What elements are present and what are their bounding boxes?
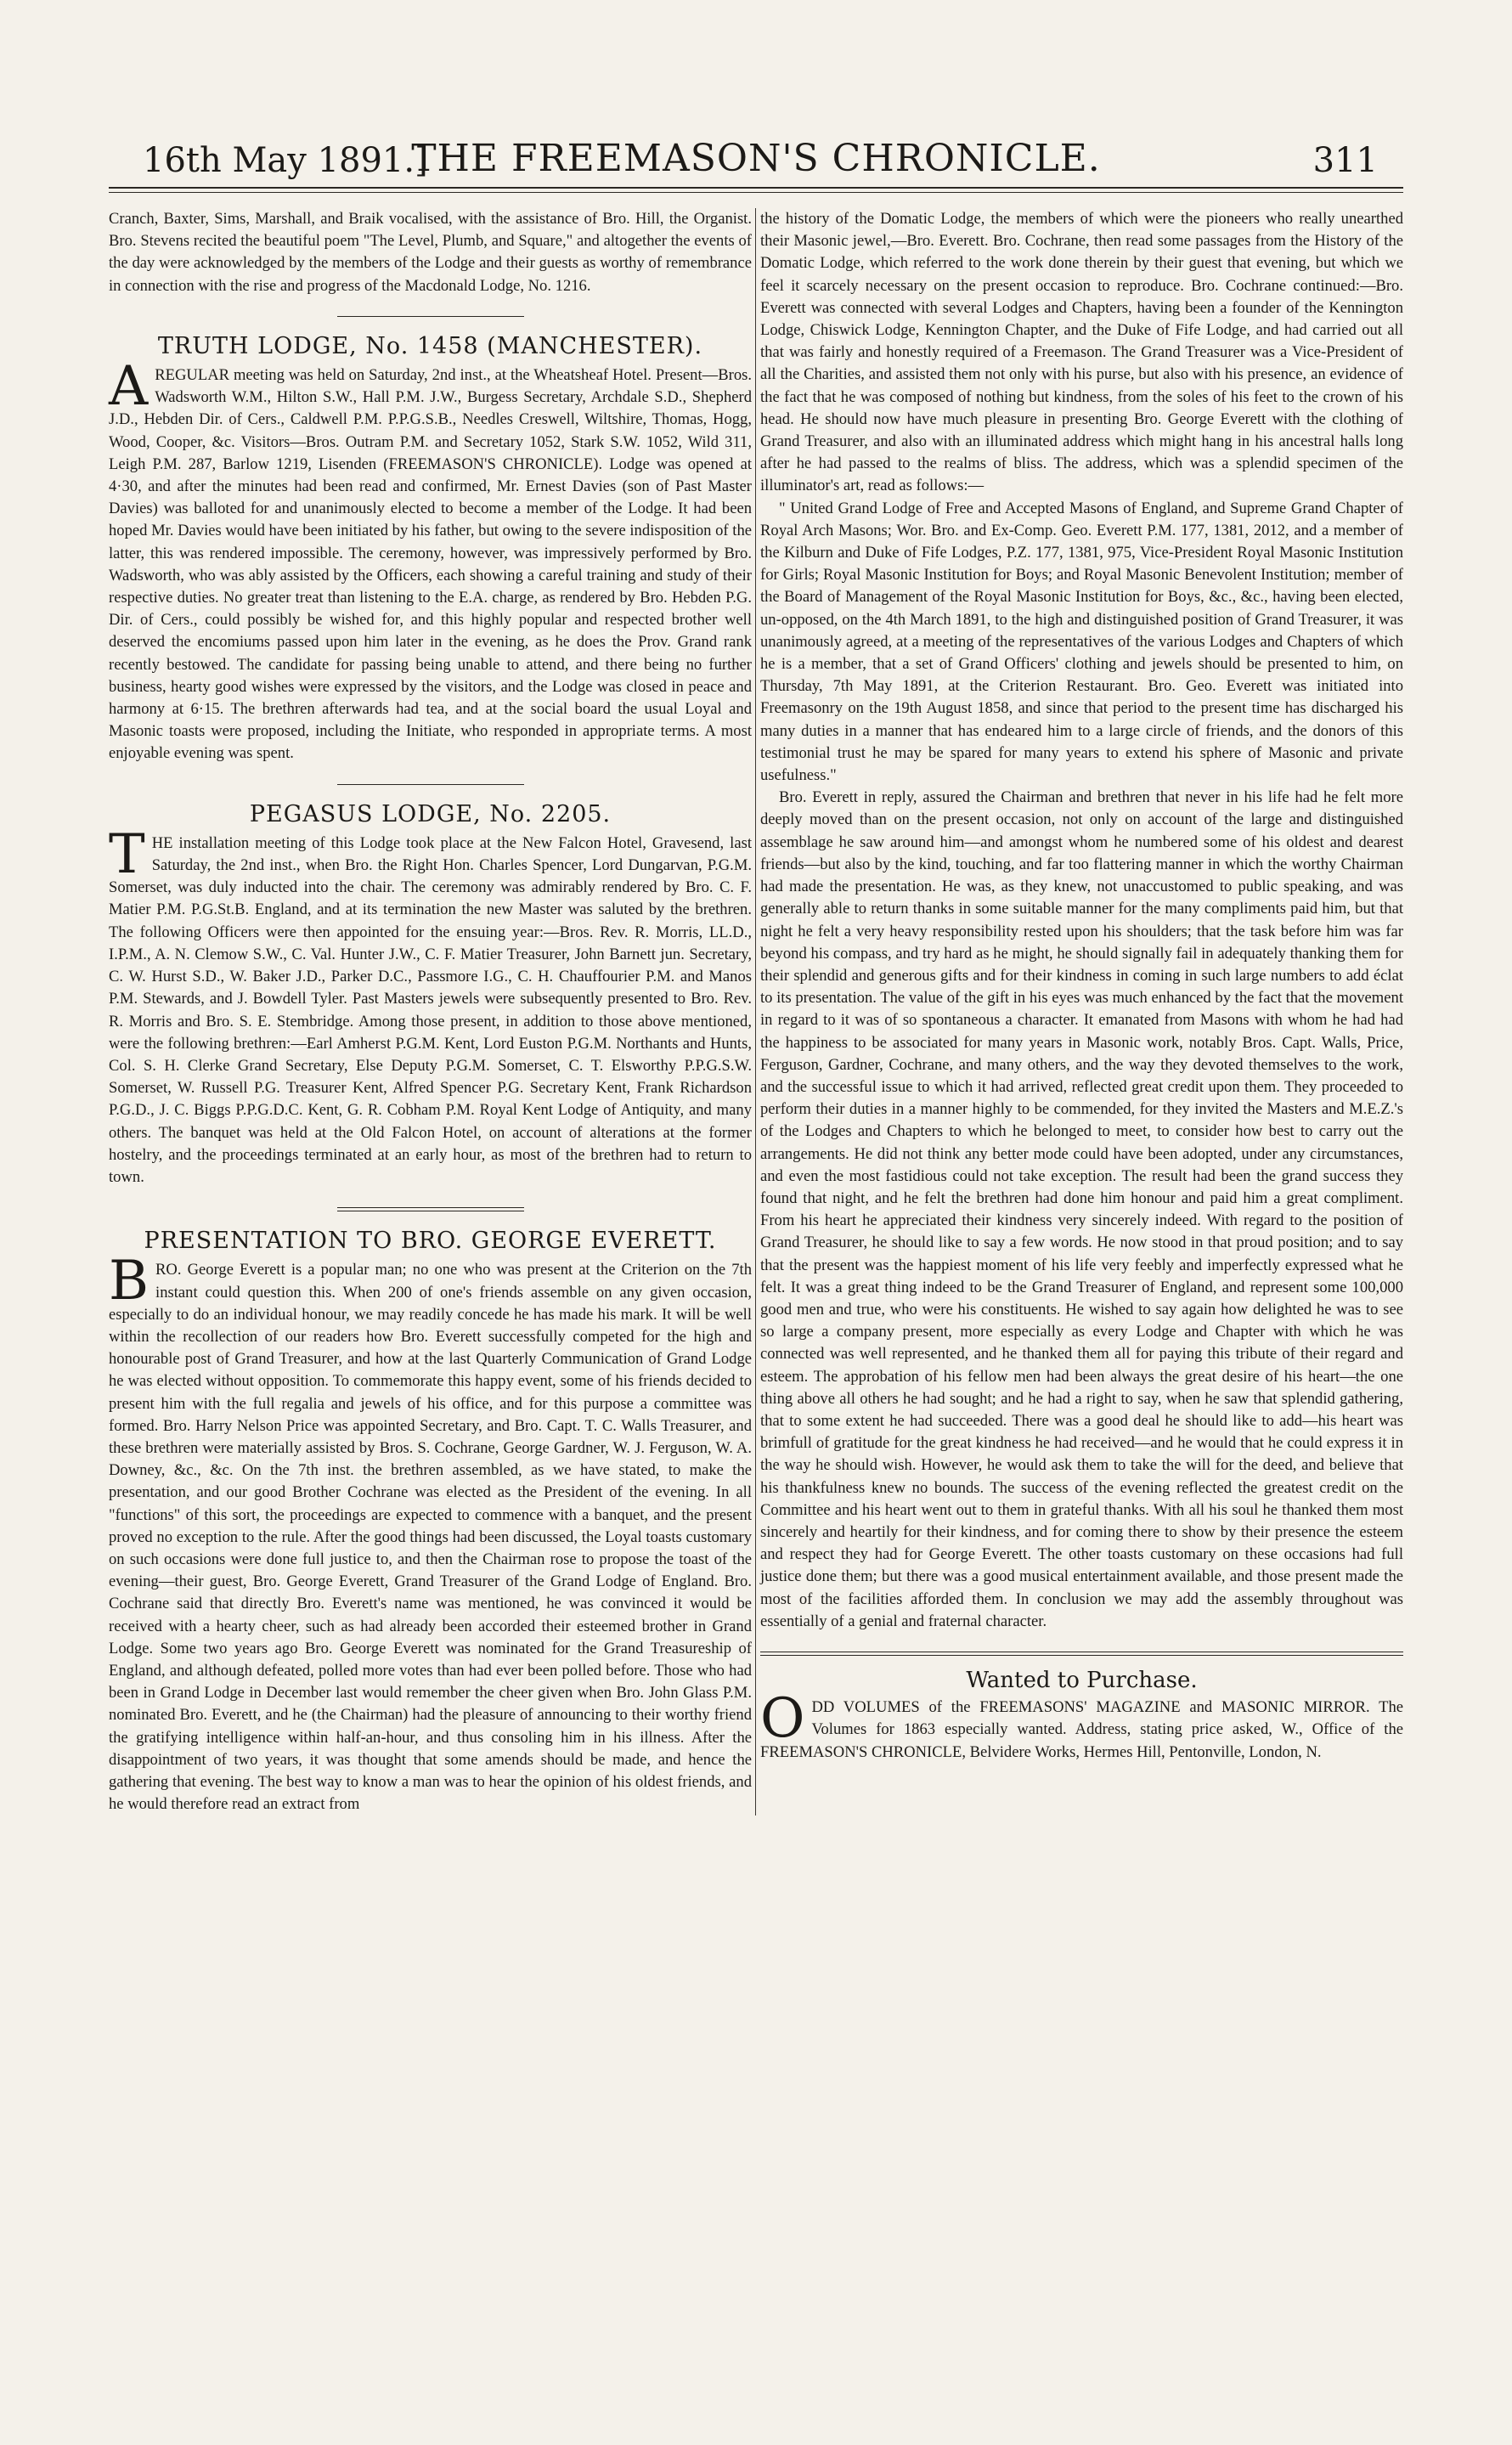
presentation-dropcap: B [109,1250,150,1313]
wanted-body: DD VOLUMES of the FREEMASONS' MAGAZINE and MASONIC MIRROR. The Volumes for 1863 especially wanted. Address, stating price asked, W., Office of the FREEMASON'S CHRONICLE, Belvidere Works, Hermes Hill, Pentonville, London, N. [760,1698,1403,1761]
pegasus-lodge-heading: PEGASUS LODGE, No. 2205. [249,800,612,827]
right-column [760,208,1403,1815]
masthead-rule [109,192,1403,193]
section-divider [337,784,524,785]
truth-lodge-heading: TRUTH LODGE, No. 1458 (MANCHESTER). [157,332,703,359]
truth-lodge-body: REGULAR meeting was held on Saturday, 2nd inst., at the Wheatsheaf Hotel. Present—Bros. Wadsworth W.M., Hilton S.W., Hall P.M. J.W., Burgess Secretary, Archdale S.D., Shepherd J.D., Hebden Dir. of Cers., Caldwell P.M. P.P.G.S.B., Needles Creswell, Wiltshire, Thomas, Hogg, Wood, Cooper, &c. Visitors—Bros. Outram P.M. and Secretary 1052, Stark S.W. 1052, Wild 311, Leigh P.M. 287, Barlow 1219, Lisenden (FREEMASON'S CHRONICLE). Lodge was opened at 4·30, and after the minutes had been read and confirmed, Mr. Ernest Davies (son of Past Master Davies) was balloted for and unanimously elected to become a member of the Lodge. It had been hoped Mr. Davies would have been initiated by his father, but owing to the severe indisposition of the latter, this was rendered impossible. The ceremony, however, was impressively performed by Bro. Wadsworth, who was ably assisted by the Officers, each showing a careful training and study of their respective duties. No greater treat than listening to the E.A. charge, as rendered by Bro. Hebden P.G. Dir. of Cers., could possibly be wished for, and this highly popular and respected brother well deserved the encomiums passed upon him later in the evening, as he does the Prov. Grand rank recently bestowed. The candidate for passing being unable to attend, and there being no further business, hearty good wishes were expressed by the visitors, and the Lodge was closed in peace and harmony at 6·15. The brethren afterwards had tea, and at the social board the usual Loyal and Masonic toasts were proposed, including the Initiate, who responded in appropriate terms. A most enjoyable evening was spent. [109,366,752,763]
left-column [109,208,752,1815]
column-gutter [752,208,760,1815]
section-divider-double [760,1652,1403,1656]
section-divider-double [337,1207,524,1211]
wanted-dropcap: O [760,1687,805,1751]
pegasus-lodge-article [109,822,752,1189]
issue-date: 16th May 1891.] [143,141,428,180]
truth-lodge-dropcap: A [109,355,149,419]
truth-lodge-article [109,355,752,765]
presentation-body: RO. George Everett is a popular man; no one who was present at the Criterion on the 7th instant could question this. When 200 of one's friends assemble on any given occasion, especially to do an individual honour, we may readily concede he has made his mark. It will be well within the recollection of our readers how Bro. Everett successfully competed for the high and honourable post of Grand Treasurer, and how at the last Quarterly Communication of Grand Lodge he was elected without opposition. To commemorate this happy event, some of his friends decided to present him with the full regalia and jewels of his office, and for this purpose a committee was formed. Bro. Harry Nelson Price was appointed Secretary, and Bro. Capt. T. C. Walls Treasurer, and these brethren were materially assisted by Bros. S. Cochrane, George Gardner, W. J. Ferguson, W. A. Downey, &c., &c. On the 7th inst. the brethren assembled, as we have stated, to make the presentation, and our good Brother Cochrane was elected as the President of the evening. In all "functions" of this sort, the proceedings are expected to commence with a banquet, and the present proved no exception to the rule. After the good things had been discussed, the Loyal toasts customary on such occasions were done full justice to, and then the Chairman rose to propose the toast of the evening—their guest, Bro. George Everett, Grand Treasurer of the Grand Lodge of England. Bro. Cochrane said that directly Bro. Everett's name was mentioned, he was convinced it would be received with a hearty cheer, such as had already been accorded their esteemed brother in Grand Lodge. Some two years ago Bro. George Everett was nominated for the Grand Treasureship of England, and although defeated, polled more votes than had ever been polled before. Those who had been in Grand Lodge in December last would remember the cheer given when Bro. John Glass P.M. nominated Bro. Everett, and he (the Chairman) had the pleasure of announcing to their worthy friend the gratifying intelligence within half-an-hour, and thus consoling him in his illness. After the disappointment of two years, it was thought that some amends should be made, and hence the gathering that evening. The best way to know a man was to hear the opinion of his oldest friends, and he would therefore read an extract from [109,1261,752,1814]
wanted-to-purchase-heading: Wanted to Purchase. [966,1668,1198,1693]
section-divider [337,316,524,317]
wanted-advert [760,1687,1403,1764]
macdonald-lodge-ending: Cranch, Baxter, Sims, Marshall, and Braik vocalised, with the assistance of Bro. Hill, the Organist. Bro. Stevens recited the beautiful poem "The Level, Plumb, and Square," and altogether the events of the day were acknowledged by the members of the Lodge and their guests as worthy of remembrance in connection with the rise and progress of the Macdonald Lodge, No. 1216. [109,210,752,295]
column-rule [755,208,756,1815]
pegasus-lodge-dropcap: T [109,822,145,886]
presentation-heading: PRESENTATION TO BRO. GEORGE EVERETT. [144,1228,717,1255]
everett-reply: Bro. Everett in reply, assured the Chairman and brethren that never in his life had he felt more deeply moved than on the present occasion, not only on account of the large and distinguished assemblage he saw around him—and amongst whom he numbered some of his oldest and dearest friends—but also by the kind, touching, and far too flattering manner in which the worthy Chairman had made the presentation. He was, as they knew, not unaccustomed to public speaking, and was generally able to return thanks in some suitable manner for the many compliments paid him, but that night he felt a very heavy responsibility rested upon his shoulders; that the task before him was far beyond his compass, and try hard as he might, he should signally fail in adequately thanking them for their splendid and generous gifts and for their kindness in coming in such large numbers to add éclat to its presentation. The value of the gift in his eyes was much enhanced by the fact that the movement in regard to it was of so spontaneous a character. It emanated from Masons with whom he had had the happiness to be associated for many years in Masonic work, notably Bros. Capt. Walls, Price, Ferguson, Gardner, Cochrane, and many others, and the way they devoted themselves to the work, and the successful issue to which it had arrived, reflected great credit upon them. They proceeded to perform their duties in a manner highly to be commended, for they invited the Masters and M.E.Z.'s of the Lodges and Chapters to which he belonged to meet, to consider how best to carry out the arrangements. He did not think any better mode could have been adopted, under any circumstances, and even the most fastidious could not take exception. The result had been the grand success they found that night, and he felt the brethren had done him honour and paid him a great compliment. From his heart he appreciated their kindness very sincerely indeed. With regard to the position of Grand Treasurer, he should like to say a few words. He now stood in that proud position; and to say that the present was the happiest moment of his life very feebly and imperfectly expressed what he felt. It was a great thing indeed to be the Grand Treasurer of England, and represent some 100,000 good men and true, who were his constituents. He wished to say again how delighted he was to see so large a company present, more especially as every Lodge and Chapter with which he was connected was well represented, and he thanked them all for paying this tribute of their regard and esteem. The approbation of his fellow men had been always the great desire of his heart—the one thing above all others he had sought; and he had a right to say, when he saw that splendid gathering, that to some extent he had succeeded. There was a good deal he should like to add—his heart was brimfull of gratitude for the great kindness he had received—and he would that he could express it in the way he should wish. However, he would ask them to take the will for the deed, and believe that his thankfulness knew no bounds. The success of the evening reflected the greatest credit on the Committee and his heart went out to them in grateful thanks. With all his soul he thanked them most sincerely and heartily for their kindness, and for coming there to show by their presence the esteem and respect they had for George Everett. The other toasts customary on these occasions had full justice done them; but there was a good musical entertainment available, and those present made the most of the facilities afforded them. In conclusion we may add the assembly throughout was essentially of a genial and fraternal character. [760,788,1403,1630]
masthead [109,127,1403,189]
article-columns [109,208,1403,1815]
presentation-continuation: the history of the Domatic Lodge, the members of which were the pioneers who really unearthed their Masonic jewel,—Bro. Everett. Bro. Cochrane, then read some passages from the History of the Domatic Lodge, which referred to the work done therein by their guest that evening, but which we feel it scarcely necessary on the present occasion to reproduce. Bro. Cochrane continued:—Bro. Everett was connected with several Lodges and Chapters, having been a founder of the Kennington Lodge, Chiswick Lodge, Kennington Chapter, and the Duke of Fife Lodge, and had carried out all that was fairly and honestly required of a Freemason. The Grand Treasurer was a Vice-President of all the Charities, and assisted them not only with his purse, but also with his presence, an evidence of the fact that he was composed of nothing but kindness, from the soles of his feet to the crown of his head. He should now have much pleasure in presenting Bro. George Everett with the clothing of Grand Treasurer, and also with an illuminated address which might hang in his ancestral halls long after he had passed to the realms of bliss. The address, which was a splendid specimen of the illuminator's art, read as follows:— [760,210,1403,495]
illuminated-address-text: " United Grand Lodge of Free and Accepted Masons of England, and Supreme Grand Chapter of Royal Arch Masons; Wor. Bro. and Ex-Comp. Geo. Everett P.M. 177, 1381, 2012, and a member of the Kilburn and Duke of Fife Lodges, P.Z. 177, 1381, 975, Vice-President Royal Masonic Institution for Girls; Royal Masonic Institution for Boys; and Royal Masonic Benevolent Institution; member of the Board of Management of the Royal Masonic Institution for Boys, &c., &c., having been elected, un-opposed, on the 4th March 1891, to the high and distinguished position of Grand Treasurer, it was unanimously agreed, at a meeting of the representatives of the various Lodges and Chapters of which he is a member, that a set of Grand Officers' clothing and jewels should be presented to him, on Thursday, 7th May 1891, at the Criterion Restaurant. Bro. Geo. Everett was initiated into Freemasonry on the 19th August 1858, and since that period to the present time has discharged his many duties in a manner that has endeared him to a large circle of friends, and the donors of this testimonial trust he may be spared for many years to extend his sphere of Masonic and private usefulness." [760,499,1403,785]
publication-title: THE FREEMASON'S CHRONICLE. [411,137,1101,180]
presentation-article [109,1250,752,1815]
pegasus-lodge-body: HE installation meeting of this Lodge took place at the New Falcon Hotel, Gravesend, last Saturday, the 2nd inst., when Bro. the Right Hon. Charles Spencer, Lord Dungarvan, P.G.M. Somerset, was duly inducted into the chair. The ceremony was admirably rendered by Bro. C. F. Matier P.M. P.G.St.B. England, and at its termination the new Master was saluted by the brethren. The following Officers were then appointed for the ensuing year:—Bros. Rev. R. Morris, LL.D., I.P.M., A. N. Clemow S.W., C. Val. Hunter J.W., C. F. Matier Treasurer, John Barnett jun. Secretary, C. W. Hurst S.D., W. Baker J.D., Parker D.C., Passmore I.G., C. H. Chauffourier P.M. and Manos P.M. Stewards, and J. Bowdell Tyler. Past Masters jewels were subsequently presented to Bro. Rev. R. Morris and Bro. S. E. Stembridge. Among those present, in addition to those above mentioned, were the following brethren:—Earl Amherst P.G.M. Kent, Lord Euston P.G.M. Northants and Hunts, Col. S. H. Clerke Grand Secretary, Else Deputy P.G.M. Somerset, C. T. Elsworthy P.P.G.S.W. Somerset, W. Russell P.G. Treasurer Kent, Alfred Spencer P.G. Secretary Kent, Frank Richardson P.G.D., J. C. Biggs P.P.G.D.C. Kent, G. R. Cobham P.M. Royal Kent Lodge of Antiquity, and many others. The banquet was held at the Old Falcon Hotel, on account of alterations at the former hostelry, and the proceedings terminated at an early hour, as most of the brethren had to return to town. [109,833,752,1186]
page-number: 311 [1312,141,1378,180]
